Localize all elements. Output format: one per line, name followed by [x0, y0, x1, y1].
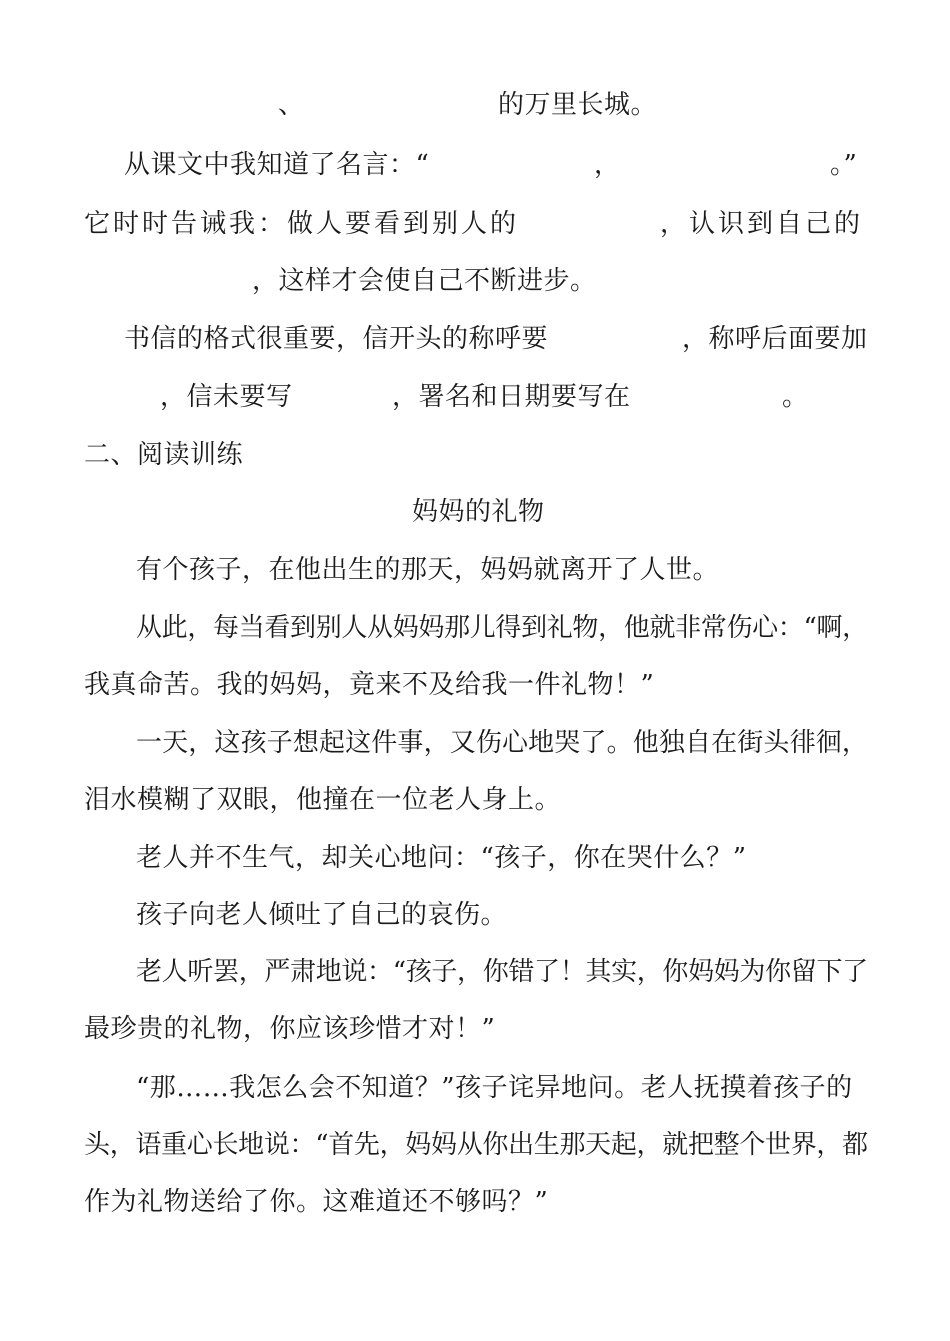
fill-text: ，称呼后面要加	[682, 324, 868, 354]
fill-text: 的万里长城。	[498, 90, 658, 120]
fill-text: ，信未要写	[160, 382, 293, 412]
fill-text: ，署名和日期要写在	[392, 382, 631, 412]
section-heading: 二、阅读训练	[84, 440, 244, 470]
fill-text: 。”	[830, 150, 858, 180]
fill-text: ，	[594, 150, 621, 180]
story-line: “那……我怎么会不知道？”孩子诧异地问。老人抚摸着孩子的	[136, 1073, 853, 1103]
story-line: 老人并不生气，却关心地问：“孩子，你在哭什么？”	[136, 843, 747, 873]
fill-text: ，认识到自己的	[660, 209, 864, 239]
story-line: 最珍贵的礼物，你应该珍惜才对！”	[84, 1014, 496, 1044]
fill-text: 书信的格式很重要，信开头的称呼要	[124, 324, 549, 354]
fill-text: 它时时告诫我：做人要看到别人的	[84, 209, 520, 239]
fill-text: 。	[782, 382, 809, 412]
fill-text: 、	[278, 90, 305, 120]
story-line: 作为礼物送给了你。这难道还不够吗？”	[84, 1187, 549, 1217]
story-line: 有个孩子，在他出生的那天，妈妈就离开了人世。	[136, 555, 720, 585]
story-line: 泪水模糊了双眼，他撞在一位老人身上。	[84, 785, 562, 815]
story-line: 老人听罢，严肃地说：“孩子，你错了！其实，你妈妈为你留下了	[136, 957, 868, 987]
fill-text: 从课文中我知道了名言：“	[124, 150, 430, 180]
story-title: 妈妈的礼物	[412, 497, 545, 527]
story-line: 孩子向老人倾吐了自己的哀伤。	[136, 900, 508, 930]
fill-text: ，这样才会使自己不断进步。	[252, 266, 597, 296]
story-line: 一天，这孩子想起这件事，又伤心地哭了。他独自在街头徘徊，	[136, 728, 869, 758]
story-line: 我真命苦。我的妈妈，竟来不及给我一件礼物！”	[84, 670, 655, 700]
story-line: 头，语重心长地说：“首先，妈妈从你出生那天起，就把整个世界，都	[84, 1130, 868, 1160]
story-line: 从此，每当看到别人从妈妈那儿得到礼物，他就非常伤心：“啊，	[136, 613, 868, 643]
